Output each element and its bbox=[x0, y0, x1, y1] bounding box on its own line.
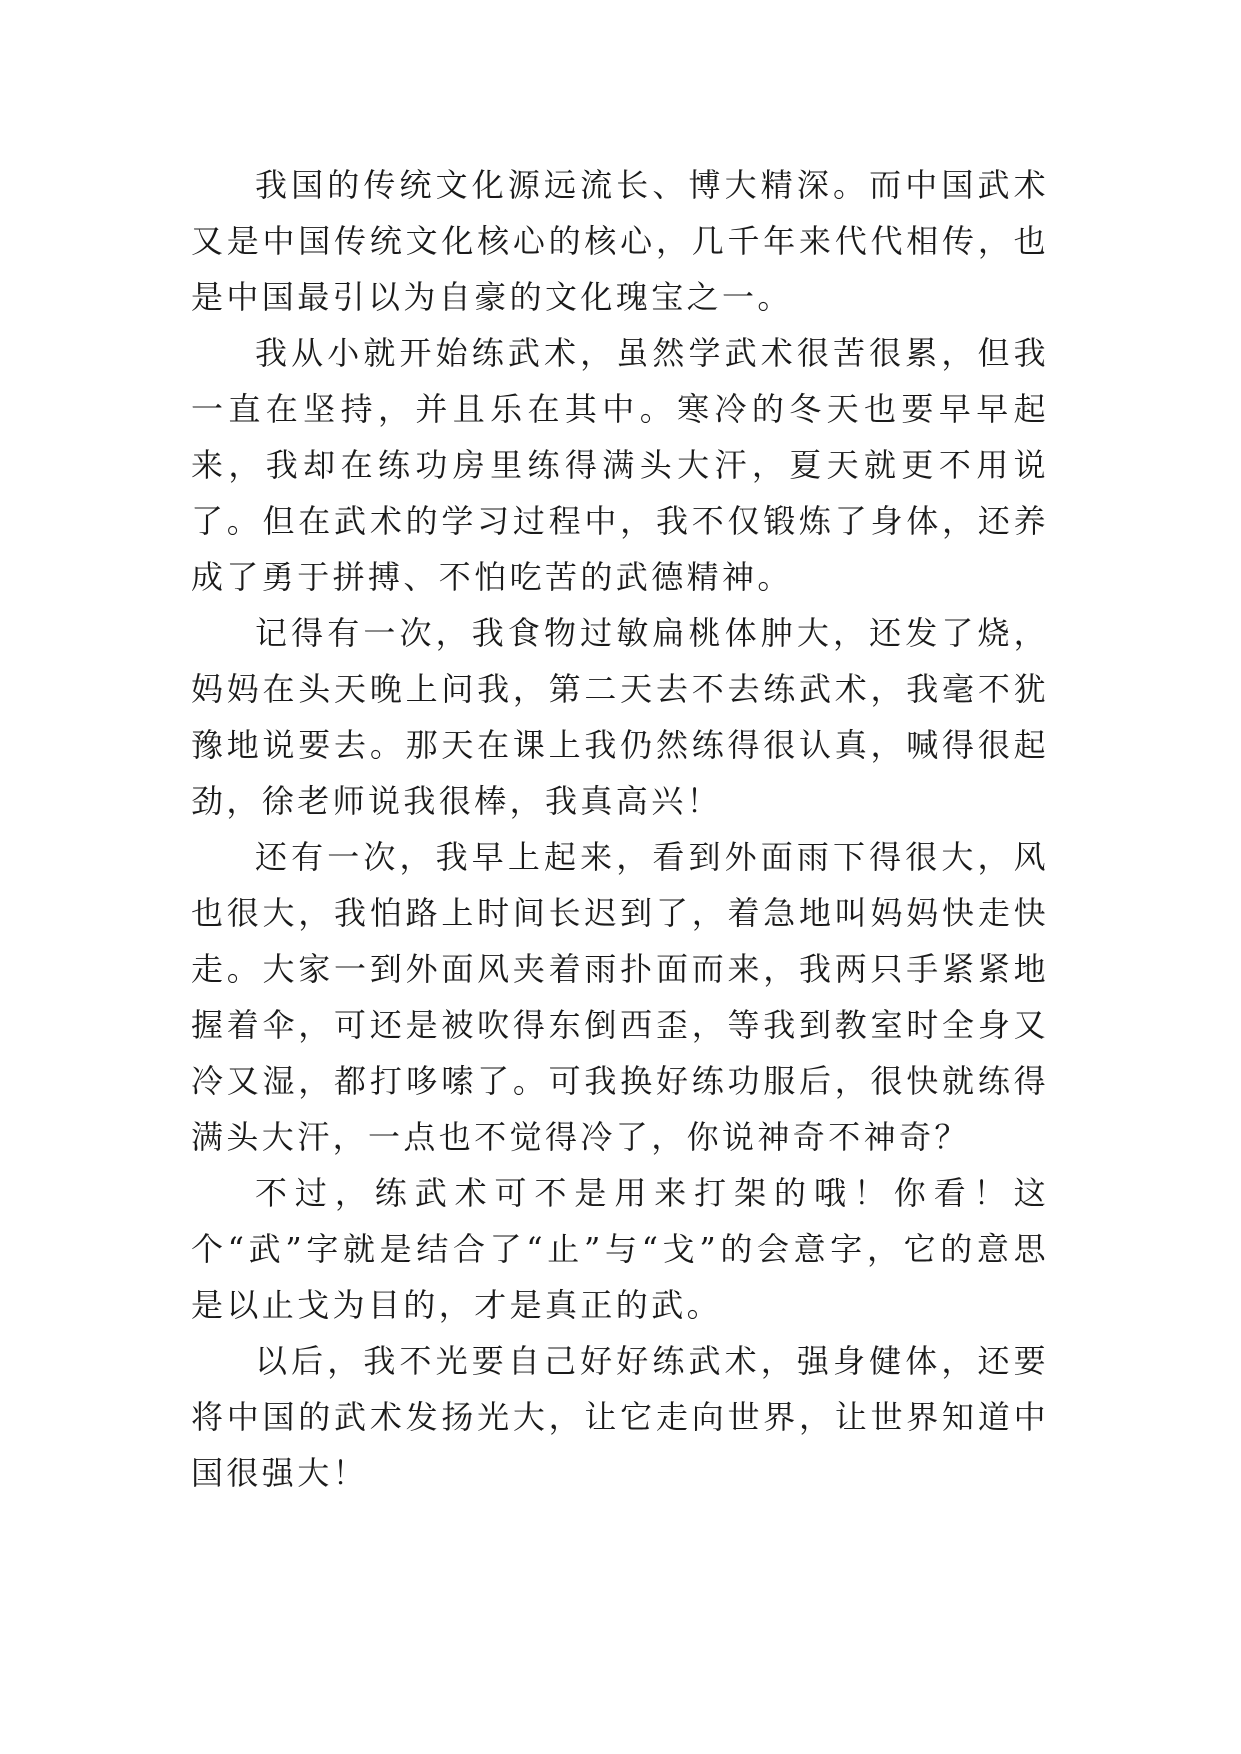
paragraph-6: 以后，我不光要自己好好练武术，强身健体，还要将中国的武术发扬光大，让它走向世界，让世界知道中国很强大！ bbox=[191, 1342, 1049, 1492]
paragraph-5: 不过，练武术可不是用来打架的哦！你看！这个“武”字就是结合了“止”与“戈”的会意字，它的意思是以止戈为目的，才是真正的武。 bbox=[191, 1174, 1049, 1324]
paragraph-2: 我从小就开始练武术，虽然学武术很苦很累，但我一直在坚持，并且乐在其中。寒冷的冬天也要早早起来，我却在练功房里练得满头大汗，夏天就更不用说了。但在武术的学习过程中，我不仅锻炼了身体，还养成了勇于拼搏、不怕吃苦的武德精神。 bbox=[191, 334, 1049, 596]
paragraph-4: 还有一次，我早上起来，看到外面雨下得很大，风也很大，我怕路上时间长迟到了，着急地叫妈妈快走快走。大家一到外面风夹着雨扑面而来，我两只手紧紧地握着伞，可还是被吹得东倒西歪，等我到教室时全身又冷又湿，都打哆嗦了。可我换好练功服后，很快就练得满头大汗，一点也不觉得冷了，你说神奇不神奇？ bbox=[191, 838, 1049, 1156]
document-body bbox=[191, 157, 1049, 1501]
paragraph-1: 我国的传统文化源远流长、博大精深。而中国武术又是中国传统文化核心的核心，几千年来代代相传，也是中国最引以为自豪的文化瑰宝之一。 bbox=[191, 166, 1049, 316]
paragraph-3: 记得有一次，我食物过敏扁桃体肿大，还发了烧，妈妈在头天晚上问我，第二天去不去练武术，我毫不犹豫地说要去。那天在课上我仍然练得很认真，喊得很起劲，徐老师说我很棒，我真高兴！ bbox=[191, 614, 1049, 820]
